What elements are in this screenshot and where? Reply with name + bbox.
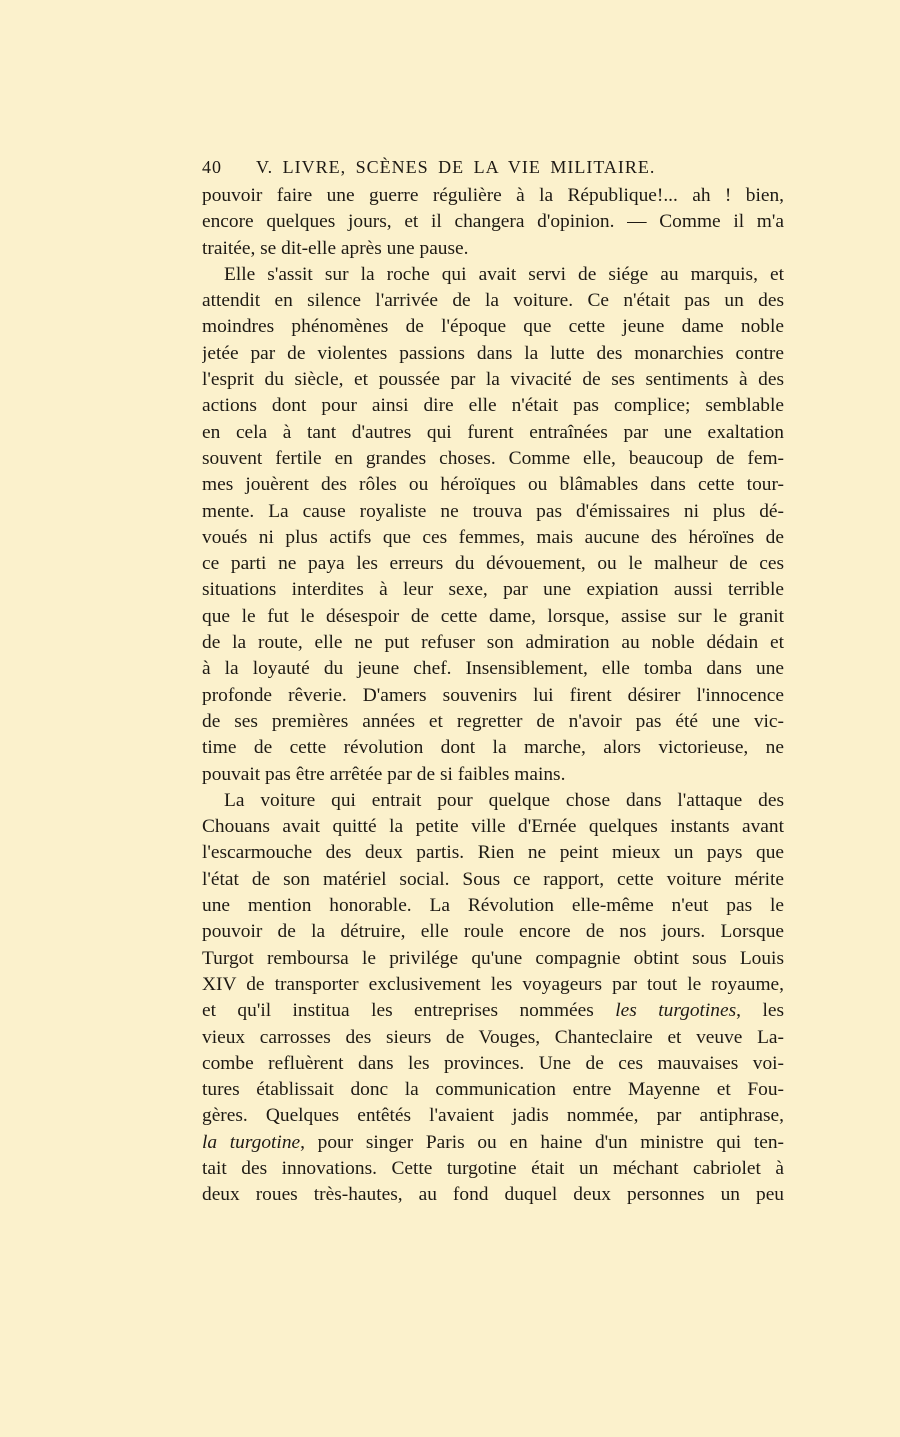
text-line <box>202 1130 784 1156</box>
text-line: actions dont pour ainsi dire elle n'était pas complice; semblable <box>202 395 784 417</box>
paragraph <box>202 183 784 262</box>
text-line: Turgot remboursa le privilége qu'une compagnie obtint sous Louis <box>202 947 784 969</box>
text-line: de ses premières années et regretter de n'avoir pas été une vic- <box>202 710 784 732</box>
text-line: situations interdites à leur sexe, par une expiation aussi terrible <box>202 579 784 601</box>
text-line: deux roues très-hautes, au fond duquel deux personnes un peu <box>202 1184 784 1206</box>
text-line: pouvoir faire une guerre régulière à la République!... ah ! bien, <box>202 185 784 206</box>
paragraph <box>202 788 784 1209</box>
text-line: XIV de transporter exclusivement les voyageurs par tout le royaume, <box>202 973 784 995</box>
text-line: moindres phénomènes de l'époque que cette jeune dame noble <box>202 316 784 338</box>
text-line: l'état de son matériel social. Sous ce rapport, cette voiture mérite <box>202 868 784 890</box>
text-line: Chouans avait quitté la petite ville d'Ernée quelques instants avant <box>202 816 784 838</box>
italic-term: les turgotines <box>615 1000 737 1022</box>
text-line: Elle s'assit sur la roche qui avait servi de siége au marquis, et <box>224 263 784 285</box>
text-segment: , pour singer Paris ou en haine d'un ministre qui ten- <box>300 1131 784 1153</box>
text-segment: et qu'il institua les entreprises nommées <box>202 1000 616 1022</box>
text-line: souvent fertile en grandes choses. Comme elle, beaucoup de fem- <box>202 447 784 469</box>
running-title: V. LIVRE, SCÈNES DE LA VIE MILITAIRE. <box>256 157 656 177</box>
paragraph <box>202 262 784 788</box>
text-line: profonde rêverie. D'amers souvenirs lui firent désirer l'innocence <box>202 684 784 706</box>
text-line <box>202 998 784 1024</box>
text-line: La voiture qui entrait pour quelque chose dans l'attaque des <box>224 789 784 811</box>
text-line: jetée par de violentes passions dans la lutte des monarchies contre <box>202 342 784 364</box>
text-line: que le fut le désespoir de cette dame, lorsque, assise sur le granit <box>202 605 784 627</box>
text-line: mes jouèrent des rôles ou héroïques ou blâmables dans cette tour- <box>202 474 784 496</box>
text-line: de la route, elle ne put refuser son admiration au noble dédain et <box>202 632 784 654</box>
text-line: l'escarmouche des deux partis. Rien ne peint mieux un pays que <box>202 842 784 864</box>
page-header <box>202 157 784 185</box>
text-line: tures établissait donc la communication entre Mayenne et Fou- <box>202 1079 784 1101</box>
text-line: en cela à tant d'autres qui furent entraînées par une exaltation <box>202 421 784 443</box>
page-body <box>202 183 784 1209</box>
text-line: encore quelques jours, et il changera d'opinion. — Comme il m'a <box>202 211 784 233</box>
text-line: vieux carrosses des sieurs de Vouges, Chanteclaire et veuve La- <box>202 1026 784 1048</box>
text-line: pouvait pas être arrêtée par de si faibles mains. <box>202 763 566 785</box>
text-line: voués ni plus actifs que ces femmes, mais aucune des héroïnes de <box>202 526 784 548</box>
text-line: tait des innovations. Cette turgotine était un méchant cabriolet à <box>202 1157 784 1179</box>
page-number: 40 <box>202 157 222 177</box>
text-line: attendit en silence l'arrivée de la voiture. Ce n'était pas un des <box>202 290 784 312</box>
text-line: l'esprit du siècle, et poussée par la vivacité de ses sentiments à des <box>202 369 784 391</box>
text-line: time de cette révolution dont la marche, alors victorieuse, ne <box>202 737 784 759</box>
text-line: mente. La cause royaliste ne trouva pas d'émissaires ni plus dé- <box>202 500 784 522</box>
text-line: à la loyauté du jeune chef. Insensiblement, elle tomba dans une <box>202 658 784 680</box>
text-segment: , les <box>736 1000 784 1022</box>
text-line: pouvoir de la détruire, elle roule encore de nos jours. Lorsque <box>202 921 784 943</box>
text-line: gères. Quelques entêtés l'avaient jadis nommée, par antiphrase, <box>202 1105 784 1127</box>
text-line: combe refluèrent dans les provinces. Une de ces mauvaises voi- <box>202 1052 784 1074</box>
italic-term: la turgotine <box>202 1131 301 1153</box>
text-line: une mention honorable. La Révolution elle-même n'eut pas le <box>202 895 784 917</box>
text-line: ce parti ne paya les erreurs du dévouement, ou le malheur de ces <box>202 553 784 575</box>
text-line: traitée, se dit-elle après une pause. <box>202 237 469 259</box>
